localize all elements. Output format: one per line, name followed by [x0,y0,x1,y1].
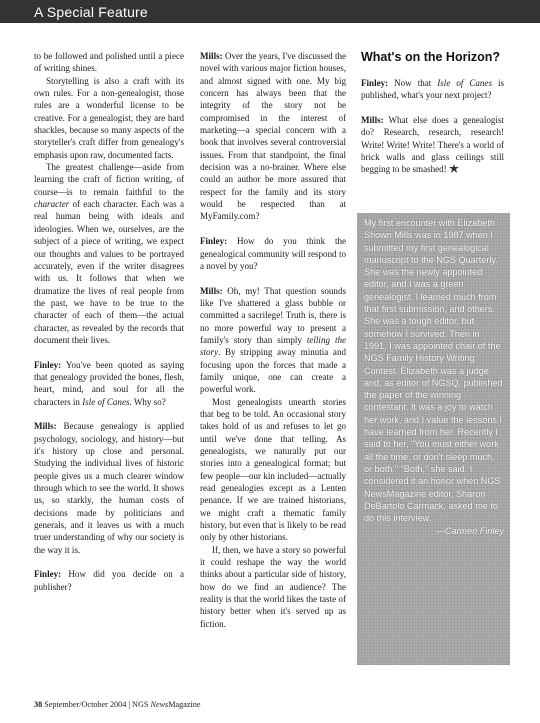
page-number: 38 [34,700,43,709]
speaker-label: Mills: [361,115,384,126]
column-left [34,50,184,593]
paragraph: to be followed and polished until a piece of writing shines. [34,51,184,74]
question: Finley: You've been quoted as saying that genealogy provided the bones, flesh, heart, mind, and soul for all the characters in Isle of Canes. Why so? [34,359,184,407]
sidebar-quote [357,213,510,665]
section-title: A Special Feature [34,3,148,20]
magazine-name-em: News [150,700,169,709]
paragraph: If, then, we have a story so powerful it could reshape the way the world thinks about a particular side of history, how do we find an audience? The reality is that the world likes the taste of history better when it's served up as fiction. [200,544,346,629]
question: Finley: How did you decide on a publisher? [34,569,184,592]
speaker-label: Mills: [200,51,223,61]
answer: Mills: Over the years, I've discussed the novel with various major fiction houses, and almost signed with one. My big concern has always been that the integrity of the story not be compromised in the interest of marketing—a special concern with a book that involves several controversial issues. From that standpoint, the final decision was a no-brainer. Where else could an author be more assured that respect for the family and its story would be respected than at MyFamily.com? [200,51,346,222]
magazine-name-rest: Magazine [168,700,201,709]
subheading: What's on the Horizon? [361,50,501,64]
issue-label: September/October 2004 | NGS [44,700,151,709]
speaker-label: Finley: [34,569,62,580]
question: Finley: How do you think the genealogical community will respond to a novel by you? [200,236,346,271]
answer: Mills: Because genealogy is applied psychology, sociology, and history—but it's history up close and personal. Studying the individual lives of historic people gives us a much clearer window through which to see the world. It shows us, so starkly, the human costs of decisions made by politicians and generals, and it leaves us with a much truer understanding of why our society is the way it is. [34,421,184,555]
paragraph: Storytelling is also a craft with its own rules. For a non-genealogist, those rules are a wonderful license to be creative. For a genealogist, they are hard shackles, because so many aspects of the storyteller's craft differ from genealogy's emphasis upon raw, documented facts. [34,75,184,160]
speaker-label: Mills: [200,285,223,296]
section-header [0,0,540,23]
paragraph: Most genealogists unearth stories that beg to be told. An occasional story takes hold of us and refuses to let go until we've done that telling. As genealogists, we naturally put our stories into a genealogical format; but few people—our kin included—actually read genealogies except as a Lenten penance. If we are trained historians, we might craft a thematic family history, but even that is likely to be read only by other historians. [200,396,346,543]
sidebar-text: My first encounter with Elizabeth Shown Mills was in 1987 when I submitted my first genealogical manuscript to the NGS Quarterly. She was the newly appointed editor, and I was a green genealogist. I learned much from that first submission, and others. She was a tough editor, but somehow I survived. Then in 1991, I was appointed chair of the NGS Family History Writing Contest. Elizabeth was a judge and, as editor of NGSQ, published the paper of the winning contestant. It was a joy to watch her work, and I value the lessons I have learned from her. Recently I said to her, "You must either work all the time, or don't sleep much, or both." "Both," she said. I considered it an honor when NGS NewsMagazine editor, Sharon DeBartolo Carmack, asked me to do this interview. [364,218,503,524]
question: Finley: Now that Isle of Canes is published, what's your next project? [361,78,504,101]
speaker-label: Finley: [34,359,62,370]
column-middle [200,50,346,630]
sidebar-signature: —Carmen Finley [435,526,504,537]
column-right [361,50,504,176]
end-mark-icon [449,164,459,173]
speaker-label: Mills: [34,421,57,432]
paragraph: The greatest challenge—aside from learning the craft of fiction writing, of course—is to remain faithful to the character of each character. Each was a real human being with ideals and ideologies. When we, ourselves, are the subject of a piece of writing, we expect our thoughts and values to be portrayed accurately, even if the writer disagrees with us. It follows that when we dramatize the lives of real people from the past, we have to be true to the character of each of them—the actual character, as revealed by the records that document their lives. [34,162,184,345]
answer: Mills: Oh, my! That question sounds like I've shattered a glass bubble or committed a sacrilege! Truth is, there is no more powerful way to present a family's story than simply telling the story. By stripping away minutia and focusing upon the forces that made a family unique, one can create a powerful work. [200,285,346,395]
speaker-label: Finley: [200,236,228,247]
answer: Mills: What else does a genealogist do? Research, research, research! Write! Write! Write! There's a world of brick walls and glass ceilings still begging to be smashed! [361,115,504,175]
speaker-label: Finley: [361,78,389,88]
page-footer [34,700,201,709]
